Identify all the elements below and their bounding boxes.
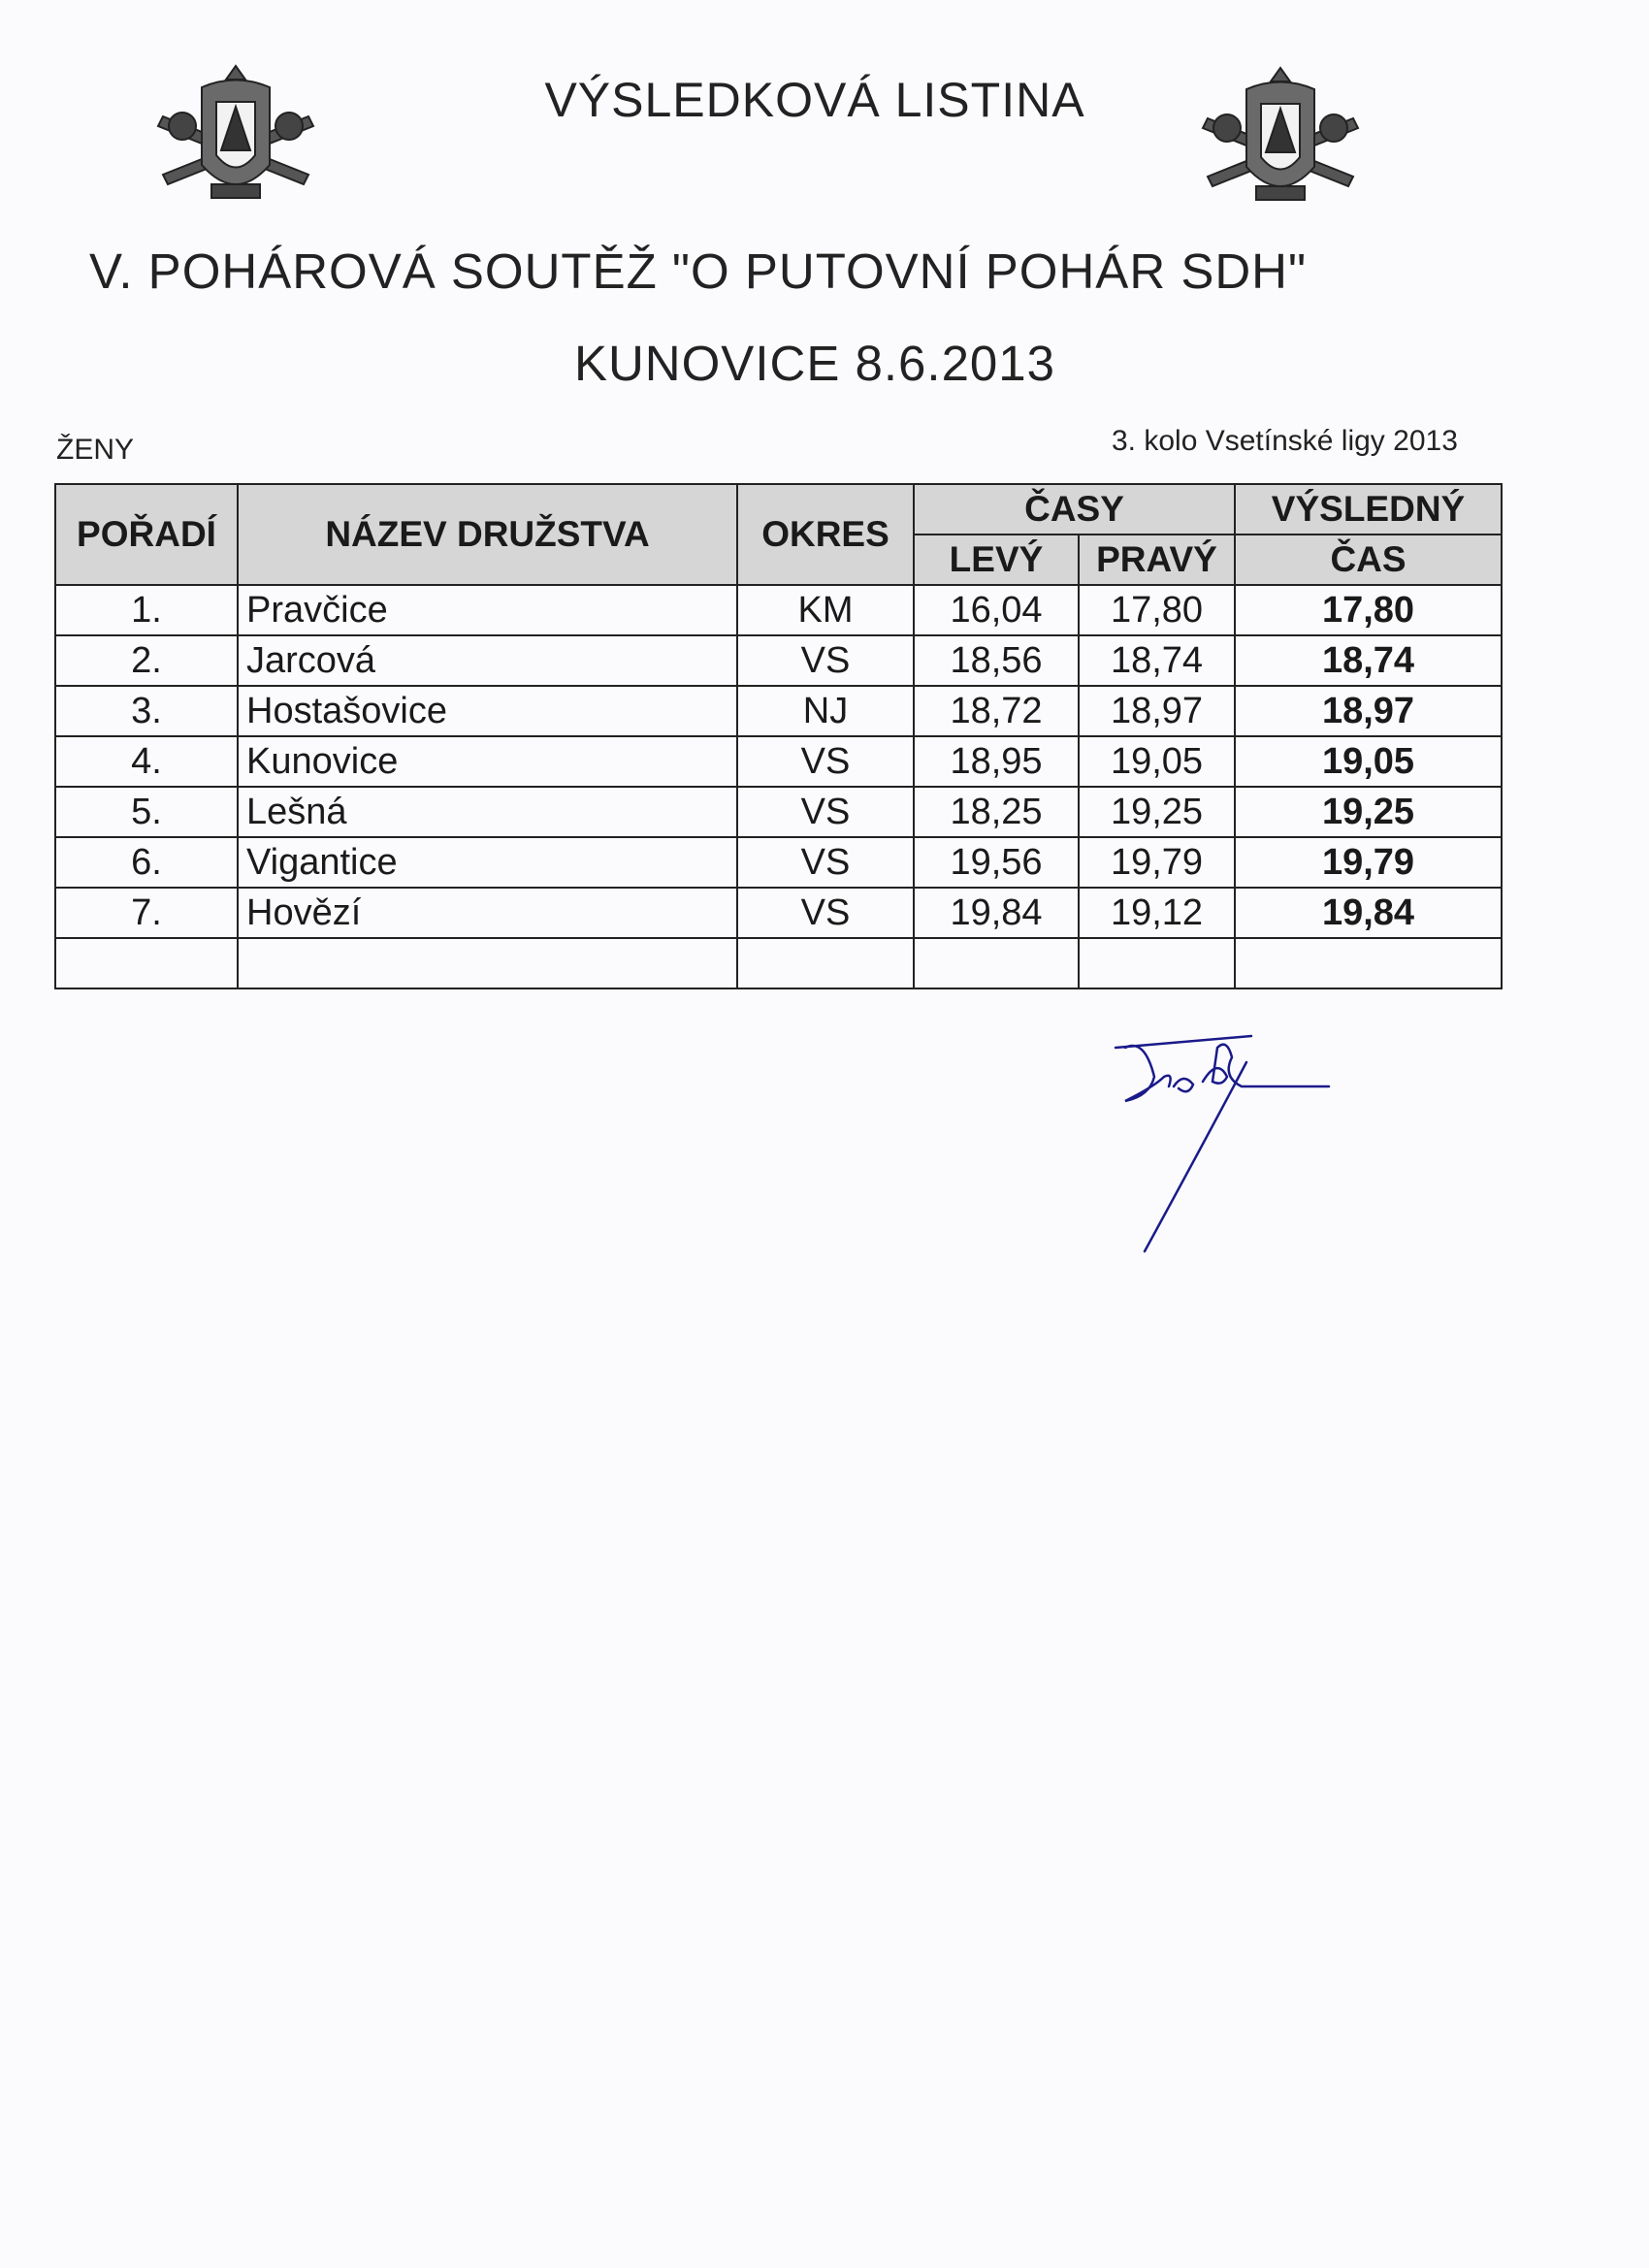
right-time-cell: 19,12: [1079, 888, 1235, 938]
rank-cell: 3.: [55, 686, 238, 736]
district-cell: VS: [737, 888, 914, 938]
left-time-cell: 18,25: [914, 787, 1079, 837]
rank-cell: 2.: [55, 635, 238, 686]
team-cell: Jarcová: [238, 635, 737, 686]
district-cell: [737, 938, 914, 988]
table-row: [55, 888, 1502, 938]
team-cell: Hostašovice: [238, 686, 737, 736]
right-time-cell: 18,97: [1079, 686, 1235, 736]
final-time-cell: 19,79: [1235, 837, 1502, 888]
league-round-label: 3. kolo Vsetínské ligy 2013: [1112, 425, 1458, 457]
district-cell: VS: [737, 736, 914, 787]
firefighter-emblem-icon: [1188, 60, 1373, 225]
left-time-cell: 18,72: [914, 686, 1079, 736]
table-row: [55, 635, 1502, 686]
team-cell: Pravčice: [238, 585, 737, 635]
table-row: [55, 938, 1502, 988]
right-time-cell: 19,79: [1079, 837, 1235, 888]
table-row: [55, 736, 1502, 787]
header-district: OKRES: [737, 484, 914, 585]
rank-cell: 7.: [55, 888, 238, 938]
final-time-cell: 19,84: [1235, 888, 1502, 938]
left-time-cell: 19,56: [914, 837, 1079, 888]
right-time-cell: 19,25: [1079, 787, 1235, 837]
district-cell: VS: [737, 787, 914, 837]
left-time-cell: 18,95: [914, 736, 1079, 787]
team-cell: Kunovice: [238, 736, 737, 787]
team-cell: Lešná: [238, 787, 737, 837]
rank-cell: 6.: [55, 837, 238, 888]
final-time-cell: 18,74: [1235, 635, 1502, 686]
final-time-cell: 19,25: [1235, 787, 1502, 837]
competition-name: V. POHÁROVÁ SOUTĚŽ "O PUTOVNÍ POHÁR SDH": [89, 243, 1308, 299]
table-row: [55, 787, 1502, 837]
results-table: [54, 483, 1503, 989]
right-time-cell: 17,80: [1079, 585, 1235, 635]
team-cell: Vigantice: [238, 837, 737, 888]
header-times: ČASY: [914, 484, 1235, 535]
rank-cell: 5.: [55, 787, 238, 837]
header-rank: POŘADÍ: [55, 484, 238, 585]
rank-cell: 4.: [55, 736, 238, 787]
table-row: [55, 686, 1502, 736]
document-title: VÝSLEDKOVÁ LISTINA: [544, 73, 1085, 127]
header-left: LEVÝ: [914, 535, 1079, 585]
team-cell: Hovězí: [238, 888, 737, 938]
right-time-cell: 19,05: [1079, 736, 1235, 787]
table-row: [55, 837, 1502, 888]
district-cell: VS: [737, 635, 914, 686]
left-time-cell: [914, 938, 1079, 988]
category-label: ŽENY: [56, 434, 135, 466]
final-time-cell: 17,80: [1235, 585, 1502, 635]
header-team: NÁZEV DRUŽSTVA: [238, 484, 737, 585]
team-cell: [238, 938, 737, 988]
left-time-cell: 16,04: [914, 585, 1079, 635]
firefighter-emblem-icon: [144, 58, 328, 223]
left-time-cell: 19,84: [914, 888, 1079, 938]
rank-cell: [55, 938, 238, 988]
left-time-cell: 18,56: [914, 635, 1079, 686]
final-time-cell: 18,97: [1235, 686, 1502, 736]
rank-cell: 1.: [55, 585, 238, 635]
header-final-top: VÝSLEDNÝ: [1235, 484, 1502, 535]
district-cell: NJ: [737, 686, 914, 736]
right-time-cell: 18,74: [1079, 635, 1235, 686]
district-cell: KM: [737, 585, 914, 635]
final-time-cell: 19,05: [1235, 736, 1502, 787]
district-cell: VS: [737, 837, 914, 888]
final-time-cell: [1235, 938, 1502, 988]
signature-icon: [1057, 1019, 1348, 1310]
place-and-date: KUNOVICE 8.6.2013: [573, 336, 1056, 391]
right-time-cell: [1079, 938, 1235, 988]
table-row: [55, 585, 1502, 635]
header-final-bottom: ČAS: [1235, 535, 1502, 585]
header-right: PRAVÝ: [1079, 535, 1235, 585]
